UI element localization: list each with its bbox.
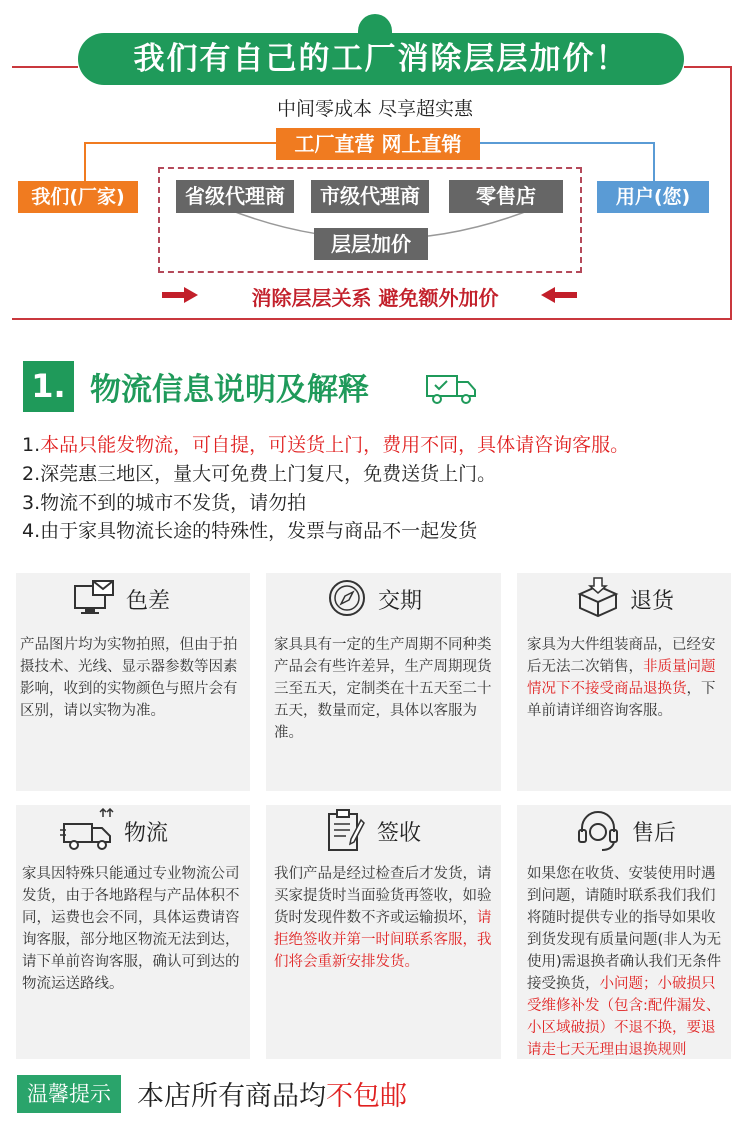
card-color-diff-title: 色差 — [126, 589, 171, 614]
middleman-province: 省级代理商 — [176, 180, 294, 213]
card-after-sales-body — [527, 863, 729, 1061]
frame-line-bottom — [12, 318, 732, 320]
card-after-sales-body-text: 如果您在收货、安装使用时遇到问题，请随时联系我们我们将随时提供专业的指导如果收到货发现有质量问题(非人为无使用)需退换者确认我们无条件接受换货， — [527, 866, 722, 992]
card-return-title: 退货 — [630, 589, 675, 614]
banner-headline: 我们有自己的工厂消除层层加价！ — [78, 33, 684, 85]
card-sign-title: 签收 — [377, 821, 422, 846]
card-delivery-time-body: 家具具有一定的生产周期不同种类产品会有些许差异，生产周期现货三至五天，定制类在十五天至二十五天，数量而定，具体以客服为准。 — [274, 637, 492, 741]
blue-line-right-v — [653, 142, 655, 182]
we-factory-tag: 我们(厂家) — [18, 181, 138, 213]
tip-text-main: 本店所有商品均 — [137, 1081, 326, 1112]
info-line-1 — [22, 430, 629, 457]
tip-text — [137, 1074, 407, 1113]
slogan: 消除层层关系 避免额外加价 — [251, 286, 499, 310]
delivery-truck-icon — [60, 808, 116, 852]
card-after-sales-body-red: 小问题；小破损只受维修补发（包含:配件漏发、小区域破损）不退不换，要退请走七天无理由退换规则 — [527, 976, 721, 1058]
headset-icon — [576, 808, 620, 854]
clipboard-sign-icon — [326, 808, 368, 854]
card-sign-body-text: 我们产品是经过检查后才发货，请买家提货时当面验货再签收，如验货时发现件数不齐或运输损坏， — [274, 866, 492, 926]
card-return-body — [527, 634, 729, 722]
card-color-diff-body: 产品图片均为实物拍照，但由于拍摄技术、光线、显示器参数等因素影响，收到的实物颜色与照片会有区别，请以实物为准。 — [20, 637, 238, 719]
section-title: 物流信息说明及解释 — [90, 372, 369, 408]
card-return-body-tail: ，下单前请详细咨询客服。 — [527, 681, 716, 719]
card-logistics-title: 物流 — [124, 821, 169, 846]
banner-subtitle: 中间零成本 尽享超实惠 — [276, 98, 474, 120]
frame-line-right-top — [684, 66, 732, 68]
markup-tag: 层层加价 — [314, 228, 428, 260]
delivery-truck-icon — [426, 371, 478, 405]
monitor-mail-icon — [73, 580, 115, 616]
compass-icon — [327, 578, 367, 618]
info-line-3: 3.物流不到的城市不发货，请勿拍 — [22, 492, 307, 514]
user-tag: 用户(您) — [597, 181, 709, 213]
card-after-sales-title: 售后 — [632, 821, 677, 846]
arrow-left-icon — [541, 286, 577, 304]
card-return-body-red: 非质量问题情况下不接受商品退换货 — [527, 659, 716, 697]
box-return-icon — [574, 576, 622, 618]
card-return-body-text: 家具为大件组装商品，已经安后无法二次销售， — [527, 637, 716, 675]
card-delivery-time-title: 交期 — [378, 589, 423, 614]
info-line-1-text: 本品只能发物流，可自提，可送货上门，费用不同，具体请咨询客服。 — [40, 434, 630, 456]
middleman-city: 市级代理商 — [311, 180, 429, 213]
info-line-1-prefix: 1. — [22, 434, 41, 456]
frame-line-left-top — [12, 66, 78, 68]
section-number: 1. — [23, 361, 74, 412]
info-line-2: 2.深莞惠三地区，量大可免费上门复尺，免费送货上门。 — [22, 463, 497, 485]
card-sign-body-red: 请拒绝签收并第一时间联系客服，我们将会重新安排发货。 — [274, 910, 492, 970]
factory-direct-tag: 工厂直营 网上直销 — [276, 128, 480, 160]
card-logistics-body: 家具因特殊只能通过专业物流公司发货，由于各地路程与产品体积不同，运费也会不同，具体运费请咨询客服，部分地区物流无法到达，请下单前咨询客服，确认可到达的物流运送路线。 — [22, 866, 240, 992]
orange-line-left-v — [84, 142, 86, 182]
tip-tag: 温馨提示 — [17, 1075, 121, 1113]
middleman-retail: 零售店 — [449, 180, 563, 213]
orange-line-left-h — [84, 142, 278, 144]
tip-text-red: 不包邮 — [326, 1081, 407, 1112]
blue-line-right-h — [478, 142, 654, 144]
card-sign-body — [274, 863, 500, 973]
info-line-4: 4.由于家具物流长途的特殊性，发票与商品不一起发货 — [22, 520, 478, 542]
